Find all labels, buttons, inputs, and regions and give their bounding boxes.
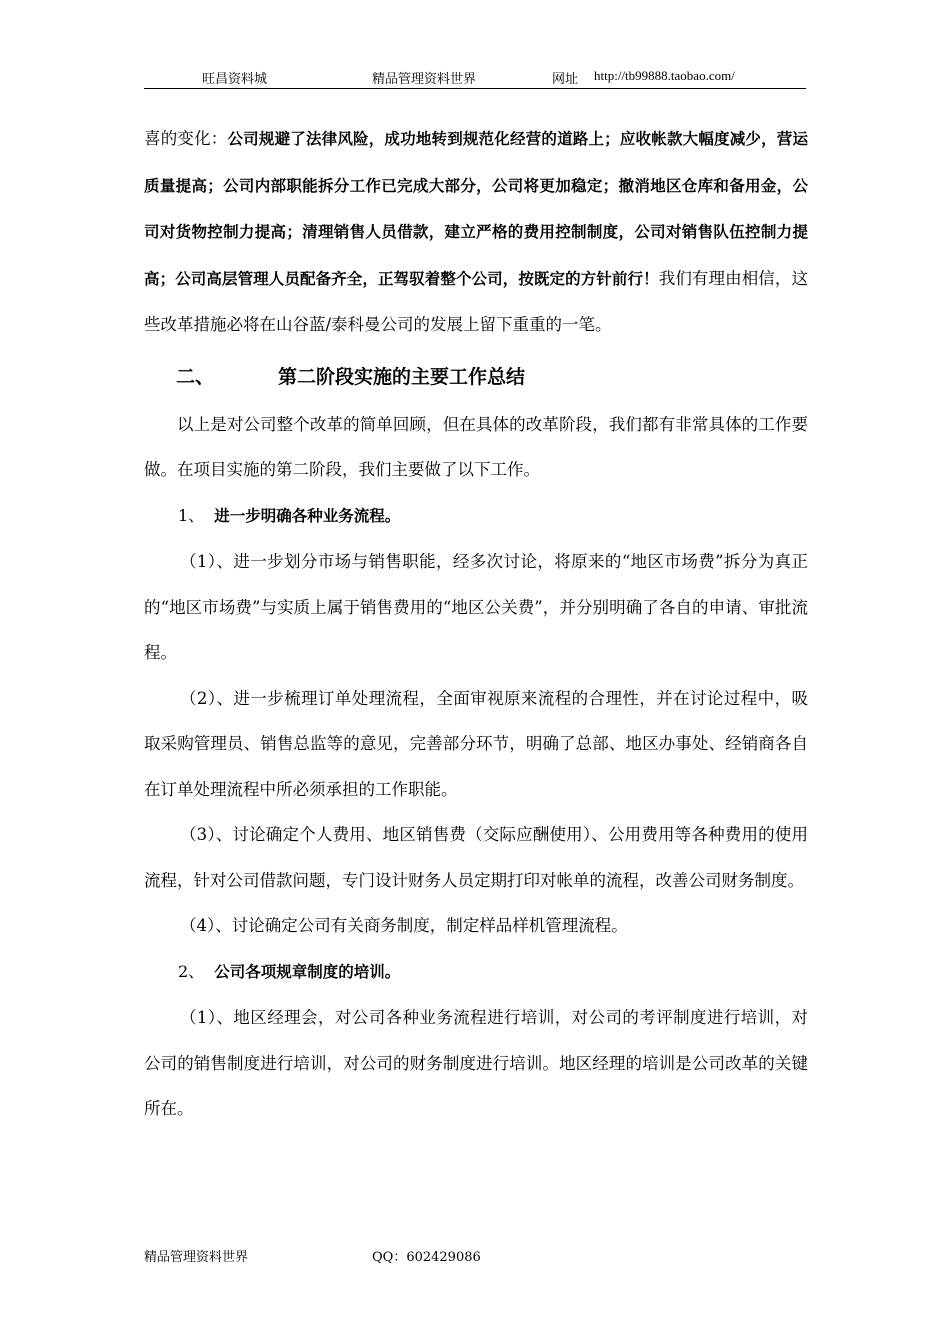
section-title-text: 第二阶段实施的主要工作总结 bbox=[278, 365, 526, 388]
page-footer bbox=[144, 1246, 481, 1265]
item-number-1: 1、 bbox=[178, 505, 205, 525]
footer-qq: QQ：602429086 bbox=[372, 1250, 481, 1265]
document-body bbox=[144, 116, 808, 1132]
item1-sub3: （3）、讨论确定个人费用、地区销售费（交际应酬使用）、公用费用等各种费用的使用流程，针对公司借款问题，专门设计财务人员定期打印对帐单的流程，改善公司财务制度。 bbox=[144, 825, 808, 890]
header-url-label: 网址 bbox=[552, 72, 579, 87]
item1-sub4: （4）、讨论确定公司有关商务制度，制定样品样机管理流程。 bbox=[180, 916, 628, 935]
header-url[interactable]: http://tb99888.taobao.com/ bbox=[594, 68, 735, 83]
item1-sub1: （1）、进一步划分市场与销售职能，经多次讨论，将原来的“地区市场费”拆分为真正的“地区市场费”与实质上属于销售费用的“地区公关费”，并分别明确了各自的申请、审批流程。 bbox=[144, 552, 808, 662]
header-name: 精品管理资料世界 bbox=[372, 72, 477, 87]
paragraph-bold-text: 公司规避了法律风险，成功地转到规范化经营的道路上；应收帐款大幅度减少，营运质量提高；公司内部职能拆分工作已完成大部分，公司将更加稳定；撤消地区仓库和备用金，公司对货物控制力提高；清理销售人员借款，建立严格的费用控制制度，公司对销售队伍控制力提高；公司高层管理人员配备齐全，正驾驭着整个公司，按既定的方针前行！ bbox=[144, 130, 808, 288]
item2-sub1: （1）、地区经理会，对公司各种业务流程进行培训，对公司的考评制度进行培训，对公司的销售制度进行培训，对公司的财务制度进行培训。地区经理的培训是公司改革的关键所在。 bbox=[144, 1008, 808, 1118]
page-header bbox=[144, 64, 806, 89]
section-intro: 以上是对公司整个改革的简单回顾，但在具体的改革阶段，我们都有非常具体的工作要做。在项目实施的第二阶段，我们主要做了以下工作。 bbox=[144, 414, 808, 479]
section-title bbox=[144, 352, 808, 402]
item-title-2 bbox=[144, 949, 808, 996]
item-number-2: 2、 bbox=[178, 961, 205, 981]
paragraph-lead: 喜的变化： bbox=[144, 129, 228, 148]
item1-sub2: （2）、进一步梳理订单处理流程，全面审视原来流程的合理性，并在讨论过程中，吸取采购管理员、销售总监等的意见，完善部分环节，明确了总部、地区办事处、经销商各自在订单处理流程中所必须承担的工作职能。 bbox=[144, 688, 808, 799]
item-title-1 bbox=[144, 493, 808, 540]
paragraph-tail: 我们有理由相信，这些改革措施必将在山谷蓝/泰科曼公司的发展上留下重重的一笔。 bbox=[144, 268, 808, 334]
section-number: 二、 bbox=[176, 365, 215, 388]
item-title-text-2: 公司各项规章制度的培训。 bbox=[214, 962, 401, 981]
footer-left: 精品管理资料世界 bbox=[144, 1250, 249, 1265]
paragraph-changes bbox=[144, 116, 808, 348]
item-title-text-1: 进一步明确各种业务流程。 bbox=[214, 506, 401, 525]
header-site: 旺昌资料城 bbox=[202, 72, 268, 87]
